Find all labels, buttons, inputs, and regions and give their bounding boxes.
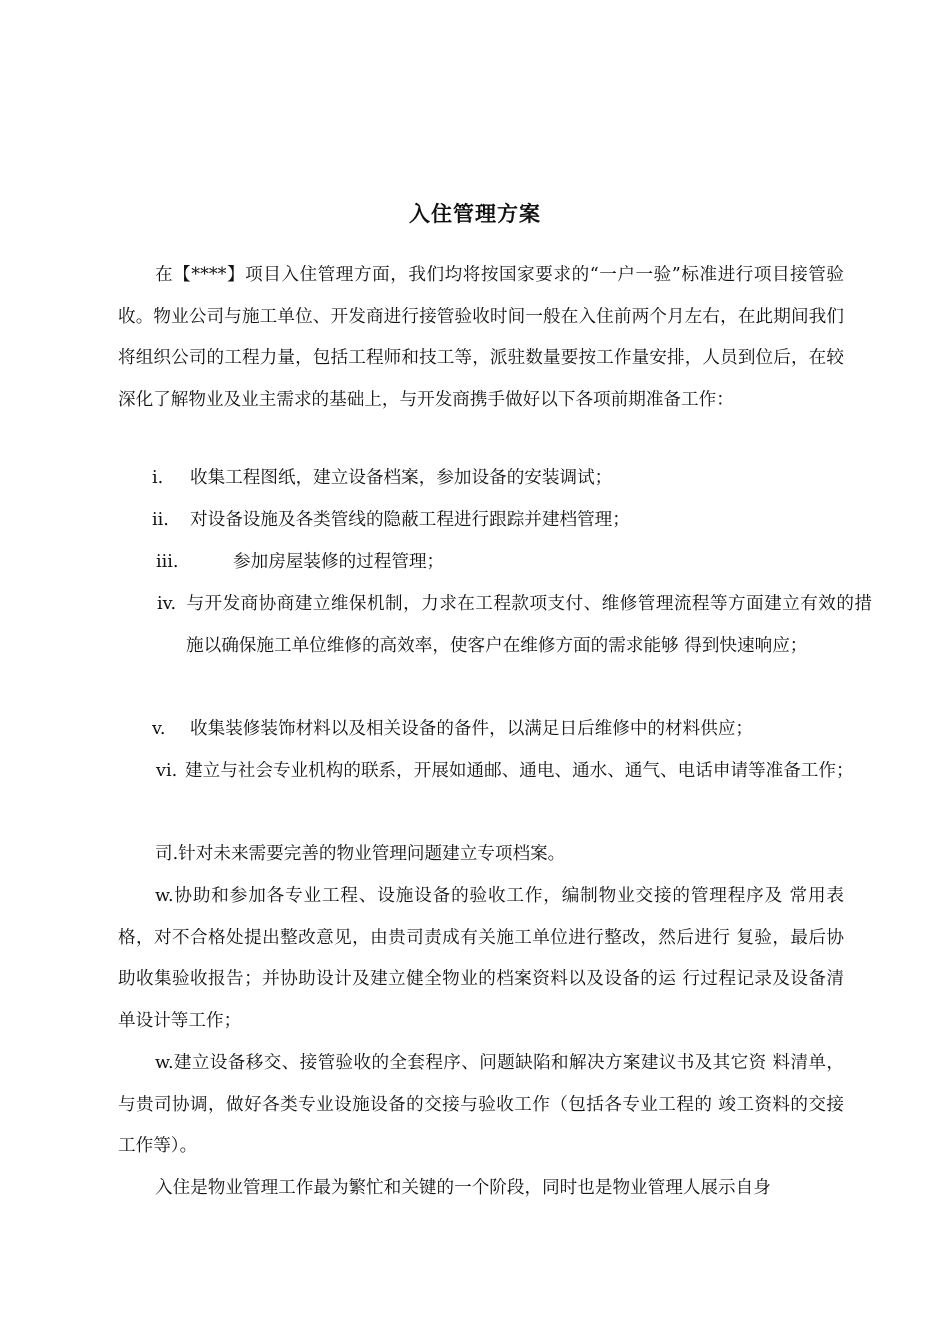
- list-text: 收集装修装饰材料以及相关设备的备件，以满足日后维修中的材料供应；: [190, 719, 754, 739]
- list-marker: iv.: [157, 594, 177, 614]
- list-marker: ii.: [152, 510, 169, 530]
- list-text: 参加房屋装修的过程管理；: [233, 552, 445, 572]
- paragraph-last: 入住是物业管理工作最为繁忙和关键的一个阶段，同时也是物业管理人展示自身: [155, 1178, 771, 1198]
- paragraph-si: 司.针对未来需要完善的物业管理问题建立专项档案。: [155, 844, 566, 864]
- list-item-3: [156, 542, 848, 584]
- intro-paragraph: 在【****】项目入住管理方面，我们均将按国家要求的“一户一验”标准进行项目接管验收。物业公司与施工单位、开发商进行接管验收时间一般在入住前两个月左右，在此期间我们将组织公司的工程力量，包括工程师和技工等，派驻数量要按工作量安排，人员到位后，在较深化了解物业及业主需求的基础上，与开发商携手做好以下各项前期准备工作：: [118, 265, 844, 410]
- list-text: 对设备设施及各类管线的隐蔽工程进行跟踪并建档管理；: [190, 510, 630, 530]
- list-text: 收集工程图纸，建立设备档案，参加设备的安装调试；: [190, 468, 613, 488]
- list-text: 建立与社会专业机构的联系，开展如通邮、通电、通水、通气、电话申请等准备工作；: [185, 761, 854, 781]
- list-marker: vi.: [156, 761, 178, 781]
- paragraph-w-2: w.建立设备移交、接管验收的全套程序、问题缺陷和解决方案建议书及其它资 料清单，与贵司协调，做好各类专业设施设备的交接与验收工作（包括各专业工程的 竣工资料的交接工作等）。: [118, 1053, 844, 1157]
- list-marker: v.: [152, 719, 166, 739]
- page-title: 入住管理方案: [409, 202, 541, 226]
- list-item-1: [152, 458, 844, 500]
- list-marker: iii.: [156, 552, 179, 572]
- list-item-2: [152, 500, 844, 542]
- list-text: 与开发商协商建立维保机制，力求在工程款项支付、维修管理流程等方面建立有效的措施以确保施工单位维修的高效率，使客户在维修方面的需求能够 得到快速响应；: [186, 594, 872, 656]
- list-item-6: [156, 751, 872, 793]
- list-item-5: [152, 709, 844, 751]
- list-marker: i.: [152, 468, 164, 488]
- paragraph-w-1: w.协助和参加各专业工程、设施设备的验收工作，编制物业交接的管理程序及 常用表格，对不合格处提出整改意见，由贵司责成有关施工单位进行整改，然后进行 复验，最后协助收集验收报告；并协助设计及建立健全物业的档案资料以及设备的运 行过程记录及设备清单设计等工作；: [118, 886, 844, 1031]
- list-item-4: [157, 584, 872, 667]
